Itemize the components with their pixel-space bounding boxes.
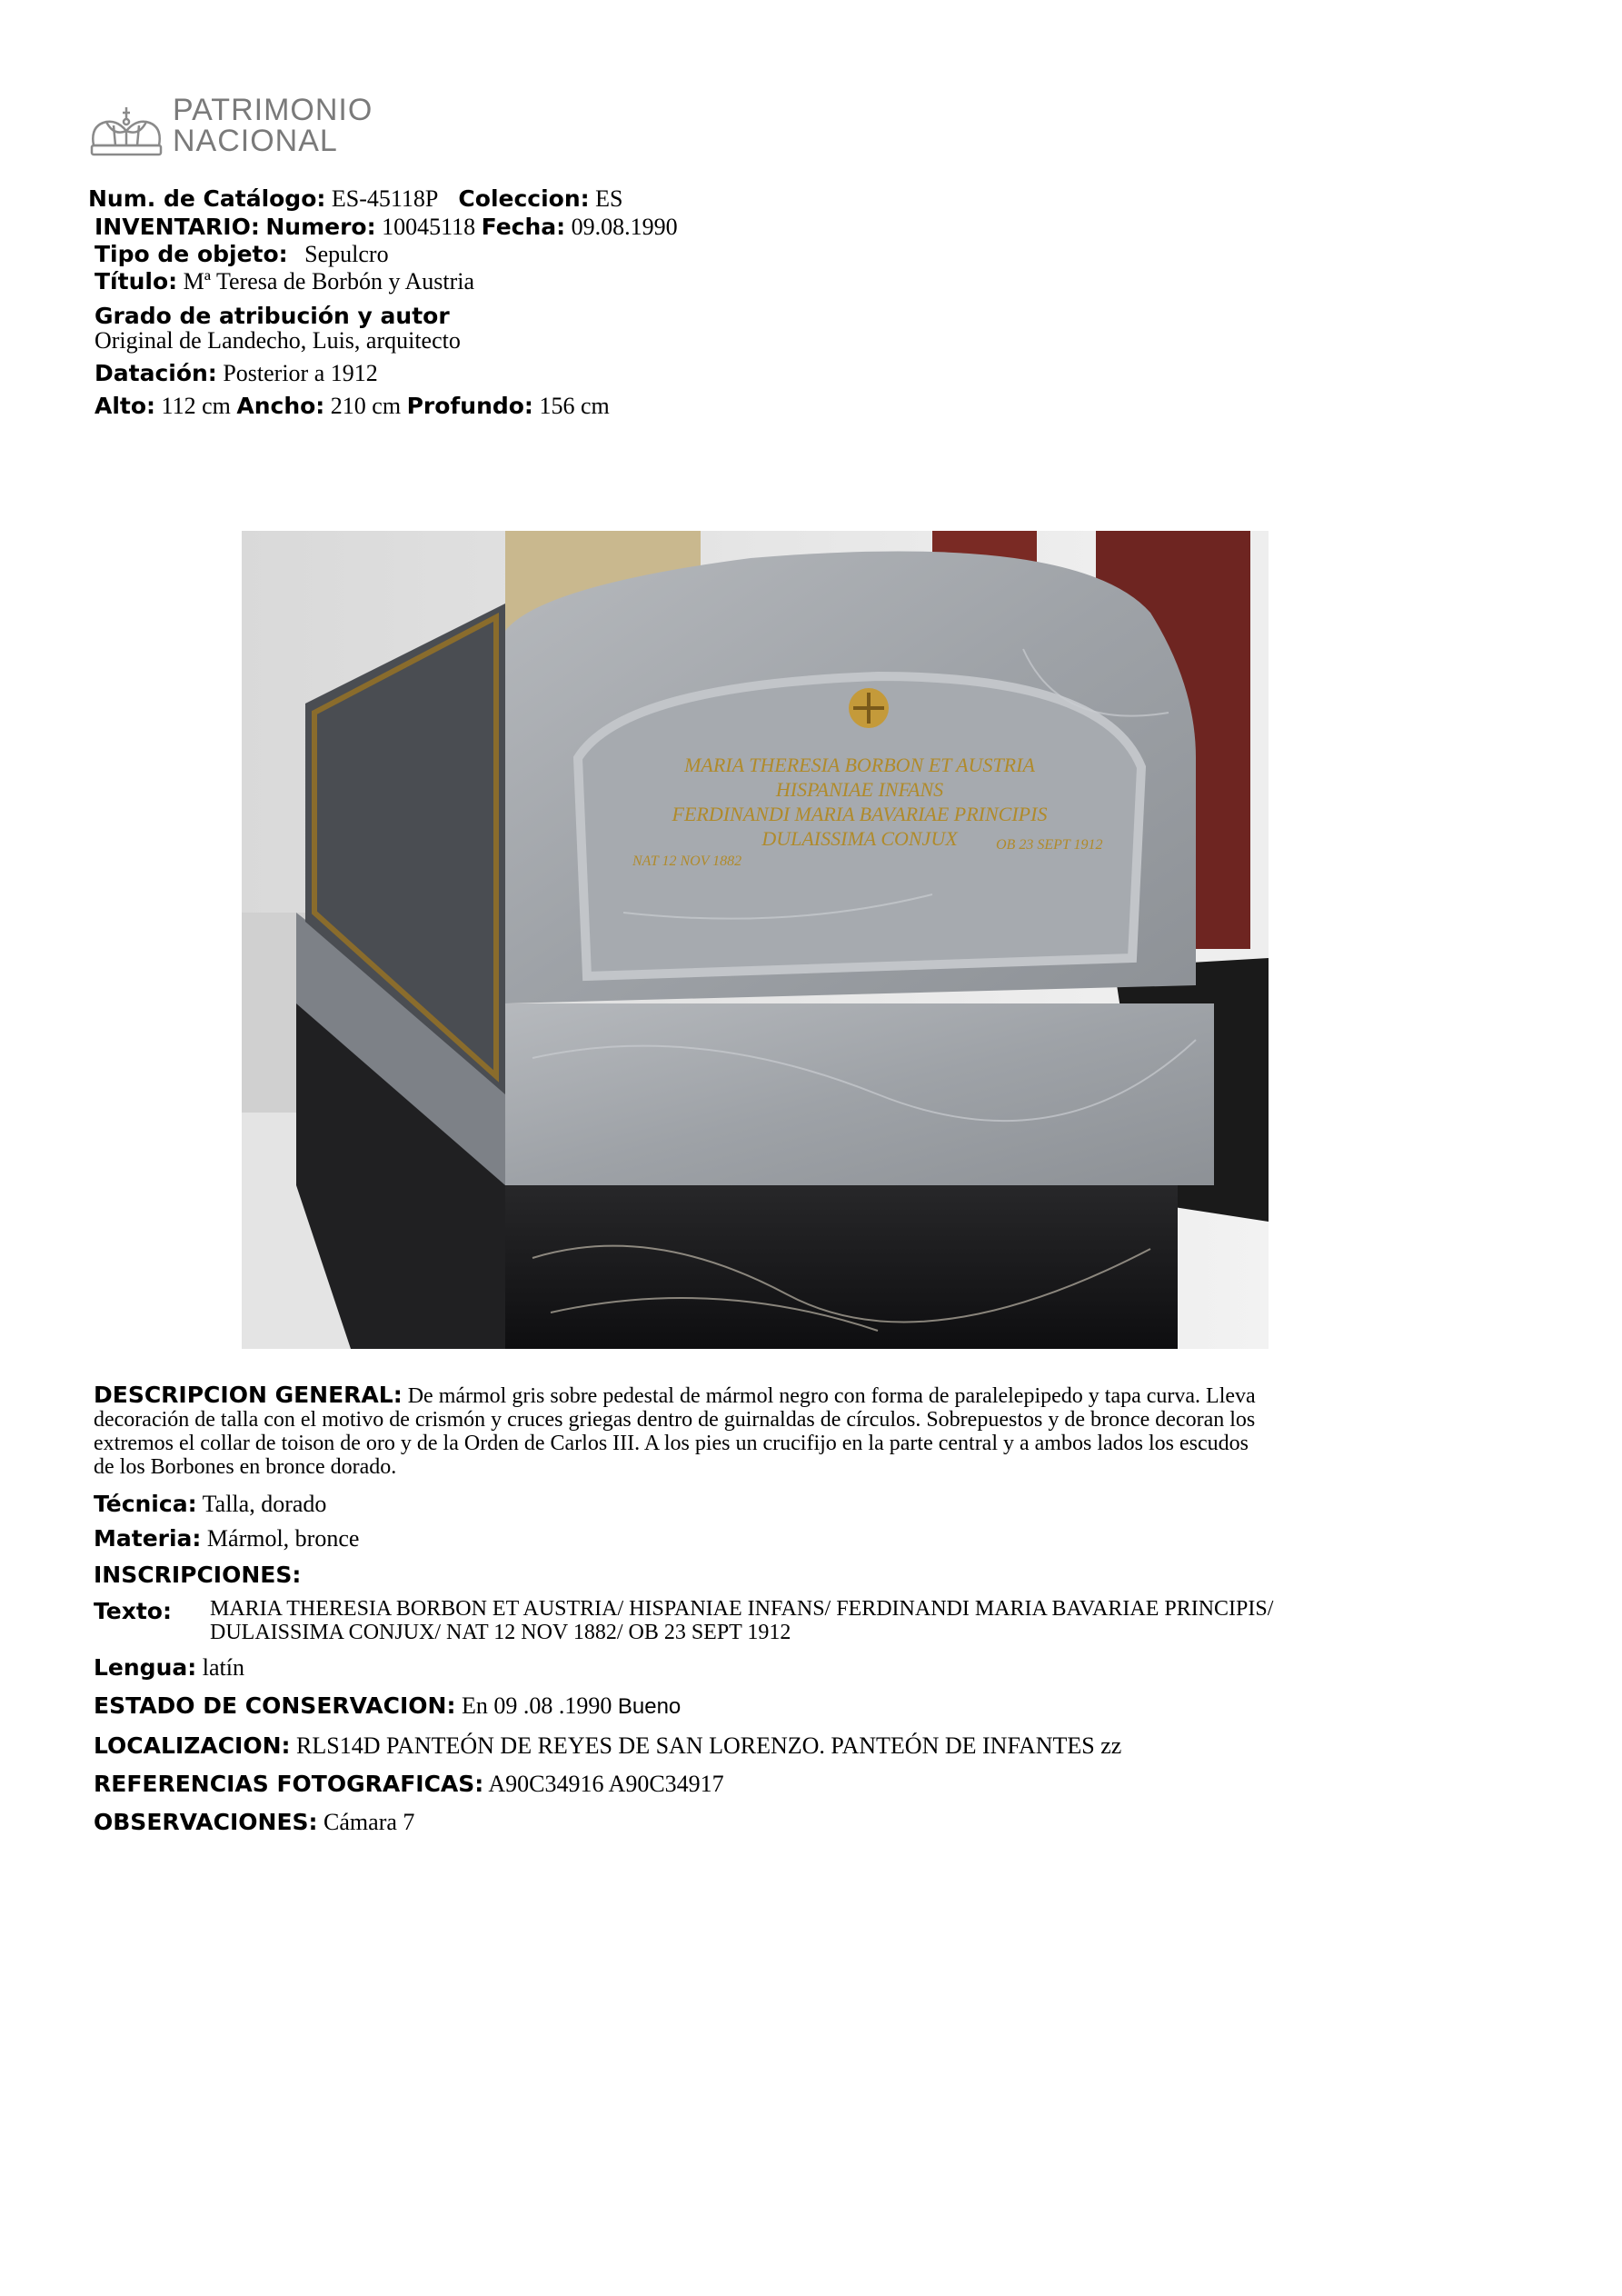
inventario-row <box>95 214 678 241</box>
datacion-label: Datación: <box>95 360 217 386</box>
tipo-value: Sepulcro <box>304 241 389 267</box>
materia-label: Materia: <box>94 1525 202 1552</box>
dimensiones-row <box>95 393 610 420</box>
inscription-ob: OB 23 SEPT 1912 <box>996 837 1103 853</box>
description-block <box>94 1383 1429 1479</box>
grado-row <box>95 303 450 330</box>
inscription-line-2: HISPANIAE INFANS <box>775 778 944 801</box>
ancho-value: 210 <box>330 393 366 419</box>
catalogo-row <box>88 185 623 213</box>
autor-row <box>95 327 461 354</box>
ancho-label: Ancho: <box>236 393 325 419</box>
observaciones-label: OBSERVACIONES: <box>94 1809 318 1835</box>
referencias-label: REFERENCIAS FOTOGRAFICAS: <box>94 1771 484 1797</box>
inventario-label: INVENTARIO: <box>95 214 260 240</box>
catalogo-label: Num. de Catálogo: <box>88 185 326 212</box>
ancho-unit: cm <box>372 393 402 419</box>
lengua-row <box>94 1654 244 1682</box>
materia-value: Mármol, bronce <box>206 1525 360 1552</box>
profundo-label: Profundo: <box>406 393 533 419</box>
titulo-label: Título: <box>95 268 178 294</box>
texto-label: Texto: <box>94 1598 172 1624</box>
inscription-nat: NAT 12 NOV 1882 <box>632 854 742 869</box>
inscripciones-label: INSCRIPCIONES: <box>94 1562 302 1588</box>
alto-unit: cm <box>202 393 231 419</box>
titulo-row <box>95 268 474 295</box>
observaciones-row <box>94 1809 414 1836</box>
datacion-value: Posterior a 1912 <box>223 360 378 386</box>
tecnica-value: Talla, dorado <box>202 1491 327 1517</box>
localizacion-value: RLS14D PANTEÓN DE REYES DE SAN LORENZO. PANTEÓN DE INFANTES zz <box>296 1732 1122 1759</box>
titulo-value: Mª Teresa de Borbón y Austria <box>183 268 475 294</box>
localizacion-label: LOCALIZACION: <box>94 1732 291 1759</box>
coleccion-value: ES <box>595 185 623 212</box>
logo-line-1: PATRIMONIO <box>173 93 373 127</box>
patrimonio-nacional-logo <box>86 95 386 167</box>
alto-value: 112 <box>161 393 196 419</box>
crest-icon <box>849 688 889 728</box>
sarcophagus-photo <box>242 531 1269 1349</box>
descripcion-text-2: decoración de talla con el motivo de crismón y cruces griegas dentro de guirnaldas de círculos. Sobrepuestos y de bronce decoran los <box>94 1408 1256 1432</box>
crown-icon <box>86 100 166 164</box>
inscripciones-row <box>94 1562 301 1589</box>
localizacion-row <box>94 1732 1121 1760</box>
catalogo-value: ES-45118P <box>331 185 438 212</box>
fecha-value: 09.08.1990 <box>571 214 678 240</box>
descripcion-label: DESCRIPCION GENERAL: <box>94 1382 403 1408</box>
lengua-value: latín <box>202 1654 244 1681</box>
texto-line-1: MARIA THERESIA BORBON ET AUSTRIA/ HISPANIAE INFANS/ FERDINANDI MARIA BAVARIAE PRINCIPIS/ <box>210 1597 1274 1621</box>
tecnica-row <box>94 1491 326 1518</box>
coleccion-label: Coleccion: <box>458 185 590 212</box>
lengua-label: Lengua: <box>94 1654 197 1681</box>
texto-row <box>94 1598 172 1625</box>
texto-line-2: DULAISSIMA CONJUX/ NAT 12 NOV 1882/ OB 23 SEPT 1912 <box>210 1621 791 1644</box>
alto-label: Alto: <box>95 393 156 419</box>
tipo-label: Tipo de objeto: <box>95 241 288 267</box>
descripcion-text-4: de los Borbones en bronce dorado. <box>94 1455 397 1479</box>
estado-label: ESTADO DE CONSERVACION: <box>94 1692 456 1719</box>
inscription-line-4: DULAISSIMA CONJUX <box>761 827 958 850</box>
autor-value: Original de Landecho, Luis, arquitecto <box>95 327 461 354</box>
descripcion-text-3: extremos el collar de toison de oro y de la Orden de Carlos III. A los pies un crucifijo en la parte central y a ambos lados los escudos <box>94 1432 1249 1455</box>
tipo-row <box>95 241 389 268</box>
estado-value: En 09 .08 .1990 <box>461 1692 612 1719</box>
inscription-line-3: FERDINANDI MARIA BAVARIAE PRINCIPIS <box>672 803 1048 825</box>
descripcion-text-1: De mármol gris sobre pedestal de mármol negro con forma de paralelepipedo y tapa curva. Lleva <box>407 1384 1256 1408</box>
descripcion-line-1 <box>94 1383 1429 1408</box>
numero-label: Numero: <box>265 214 376 240</box>
texto-value <box>210 1597 1273 1644</box>
referencias-row <box>94 1771 724 1798</box>
inscription-line-1: MARIA THERESIA BORBON ET AUSTRIA <box>684 754 1035 776</box>
fecha-label: Fecha: <box>481 214 566 240</box>
estado-state: Bueno <box>617 1694 682 1719</box>
grado-label: Grado de atribución y autor <box>95 303 450 329</box>
estado-row <box>94 1692 681 1721</box>
materia-row <box>94 1525 359 1552</box>
tecnica-label: Técnica: <box>94 1491 197 1517</box>
profundo-unit: cm <box>580 393 610 419</box>
profundo-value: 156 <box>539 393 575 419</box>
datacion-row <box>95 360 378 387</box>
logo-line-2: NACIONAL <box>173 124 338 158</box>
referencias-value: A90C34916 A90C34917 <box>488 1771 724 1797</box>
numero-value: 10045118 <box>382 214 476 240</box>
observaciones-value: Cámara 7 <box>323 1809 415 1835</box>
